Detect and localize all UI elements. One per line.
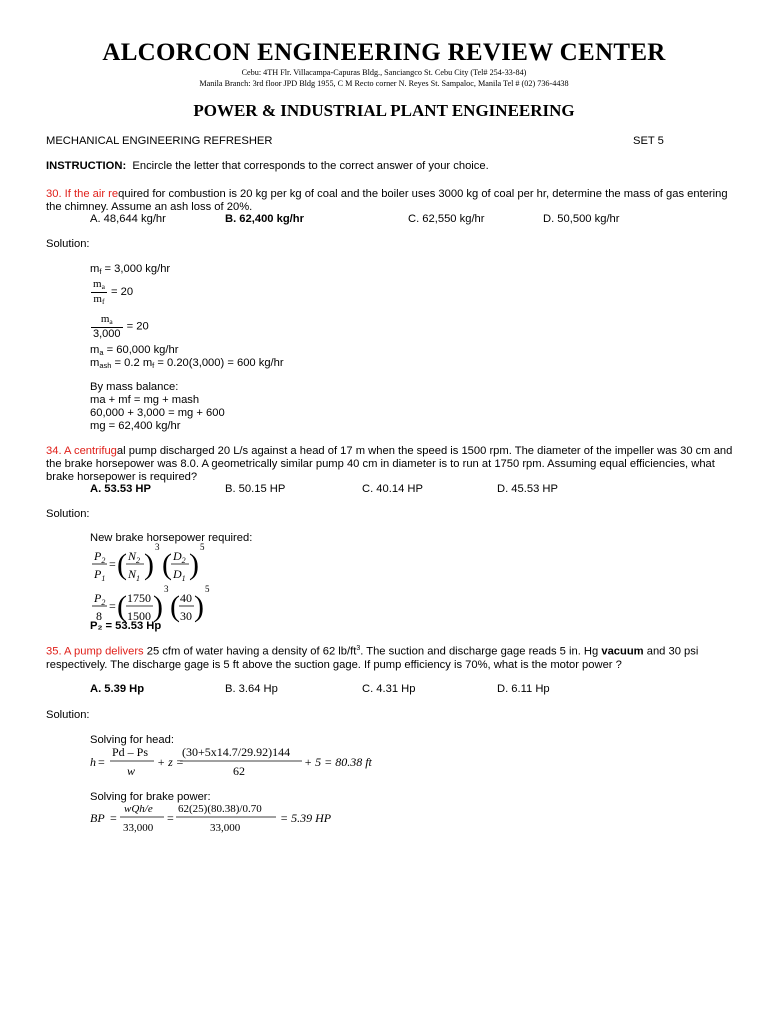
org-title: ALCORCON ENGINEERING REVIEW CENTER	[102, 39, 666, 66]
address-cebu: Cebu: 4TH Flr. Villacampa-Capuras Bldg., Sanciangco St. Cebu City (Tel# 254-33-84)	[241, 68, 527, 77]
svg-text:): )	[144, 548, 154, 581]
affinity-equation	[90, 544, 230, 584]
svg-text:h: h	[90, 755, 96, 769]
work-line: ma = 60,000 kg/hr	[90, 344, 179, 357]
result-line: P₂ = 53.53 Hp	[90, 620, 162, 632]
svg-text:=: =	[109, 557, 116, 571]
work-line: mash = 0.2 mf = 0.20(3,000) = 600 kg/hr	[90, 357, 284, 370]
set-label: SET 5	[633, 135, 664, 147]
svg-text:N1: $N_1$	[128, 567, 141, 583]
problem-number: 30. If the air re	[46, 188, 119, 200]
instruction-text: Encircle the letter that corresponds to the correct answer of your choice.	[132, 160, 489, 172]
svg-text:= 5.39 HP: = 5.39 HP	[280, 811, 332, 825]
svg-text:5: 5	[205, 584, 210, 594]
work-line: 60,000 + 3,000 = mg + 600	[90, 407, 225, 419]
solution-label: Solution:	[46, 238, 90, 250]
choice-a[interactable]: A. 5.39 Hp	[90, 683, 145, 695]
svg-text:(30+5x14.7/29.92)144: (30+5x14.7/29.92)144	[182, 745, 291, 759]
work-fraction: $\frac{ma}{mf}$ = 20	[93, 278, 134, 306]
svg-text:30: 30	[180, 609, 192, 623]
subject-title: POWER & INDUSTRIAL PLANT ENGINEERING	[193, 101, 575, 120]
svg-text:+ 5 = 80.38 ft: + 5 = 80.38 ft	[304, 755, 372, 769]
instruction-label: INSTRUCTION:	[46, 160, 127, 172]
svg-text:(: (	[170, 590, 180, 623]
question-text: al pump discharged 20 L/s against a head of 17 m when the speed is 1500 rpm. The diameter of the impeller was 30 cm and the brake horsepower was 8.0. A geometrically similar pump 40 cm in diameter is to run at 1750 rpm. Assuming equal efficiencies, what brake horsepower is required?	[46, 445, 733, 484]
work-line: ma + mf = mg + mash	[90, 394, 200, 406]
svg-text:D2: $D_2$	[173, 549, 186, 565]
work-line: By mass balance:	[90, 381, 179, 393]
svg-text:3: 3	[155, 542, 160, 552]
svg-text:P2: $P_2$	[94, 549, 106, 565]
brake-power-equation	[90, 802, 370, 838]
svg-text:(: (	[117, 548, 127, 581]
head-equation	[90, 744, 390, 780]
svg-text:(: (	[117, 590, 127, 623]
svg-text:P2: $P_2$	[94, 591, 106, 607]
svg-text:1500: 1500	[127, 609, 151, 623]
problem-30-question	[46, 188, 736, 214]
svg-text:33,000: 33,000	[210, 822, 241, 834]
choice-a[interactable]: A. 48,644 kg/hr	[90, 213, 166, 225]
svg-text:wQh/e: wQh/e	[124, 803, 153, 815]
choice-c[interactable]: C. 62,550 kg/hr	[408, 213, 485, 225]
choice-c[interactable]: C. 40.14 HP	[362, 483, 423, 495]
choice-d[interactable]: D. 6.11 Hp	[497, 683, 550, 695]
work-line: Solving for head:	[90, 734, 174, 746]
svg-text:40: 40	[180, 591, 192, 605]
svg-text:N2: $N_2$	[128, 549, 141, 565]
svg-text:+ z =: + z =	[157, 755, 184, 769]
work-line: Solving for brake power:	[90, 791, 211, 803]
problem-35-question: 35. A pump delivers 25 cfm of water having a density of 62 $lb/ft^3$. The suction and discharge gage reads 5 in. Hg vacuum and 30 psi respectively. The discharge gage is 5 ft above the suction gage. If pump efficiency is 70%, what is the motor power ?	[46, 645, 699, 671]
choice-b[interactable]: B. 50.15 HP	[225, 483, 286, 495]
problem-34-question	[46, 445, 736, 485]
svg-text:BP: BP	[90, 811, 105, 825]
svg-text:): )	[194, 590, 204, 623]
work-fraction: $\frac{ma}{3,000}$ = 20	[93, 313, 149, 340]
instruction	[46, 160, 489, 173]
choice-b[interactable]: B. 3.64 Hp	[225, 683, 278, 695]
svg-text:=: =	[110, 811, 117, 825]
svg-text:1750: 1750	[127, 591, 151, 605]
question-text: quired for combustion is 20 kg per kg of coal and the boiler uses 3000 kg of coal per hr, determine the mass of gas entering the chimney. Assume an ash loss of 20%.	[46, 188, 728, 214]
problem-number: 34. A centrifug	[46, 445, 117, 457]
course-name: MECHANICAL ENGINEERING REFRESHER	[46, 135, 273, 147]
svg-text:62(25)(80.38)/0.70: 62(25)(80.38)/0.70	[178, 803, 262, 815]
choice-d[interactable]: D. 45.53 HP	[497, 483, 558, 495]
work-line: mf = 3,000 kg/hr	[90, 263, 171, 276]
svg-text:D1: $D_1$	[173, 567, 186, 583]
svg-text:3: 3	[164, 584, 169, 594]
svg-text:=: =	[109, 599, 116, 613]
choice-d[interactable]: D. 50,500 kg/hr	[543, 213, 620, 225]
svg-text:(: (	[162, 548, 172, 581]
choice-c[interactable]: C. 4.31 Hp	[362, 683, 416, 695]
work-line: New brake horsepower required:	[90, 532, 253, 544]
svg-text:P1: $P_1$	[94, 567, 106, 583]
svg-text:=: =	[167, 811, 174, 825]
choice-a[interactable]: A. 53.53 HP	[90, 483, 151, 495]
address-manila: Manila Branch: 3rd floor JPD Bldg 1955, C M Recto corner N. Reyes St. Sampaloc, Manila Tel # (02) 736-4438	[199, 79, 569, 88]
svg-text:Pd – Ps: Pd – Ps	[112, 745, 149, 759]
svg-text:=: =	[98, 755, 105, 769]
solution-label: Solution:	[46, 709, 90, 721]
problem-number: 35. A pump delivers	[46, 645, 144, 658]
solution-label: Solution:	[46, 508, 90, 520]
choice-b[interactable]: B. 62,400 kg/hr	[225, 213, 304, 225]
svg-text:8: 8	[96, 609, 102, 623]
svg-text:): )	[153, 590, 163, 623]
svg-text:33,000: 33,000	[123, 822, 154, 834]
svg-text:): )	[189, 548, 199, 581]
svg-text:62: 62	[233, 764, 245, 778]
work-line: mg = 62,400 kg/hr	[90, 420, 181, 432]
svg-text:w: w	[127, 764, 136, 778]
svg-text:5: 5	[200, 542, 205, 552]
